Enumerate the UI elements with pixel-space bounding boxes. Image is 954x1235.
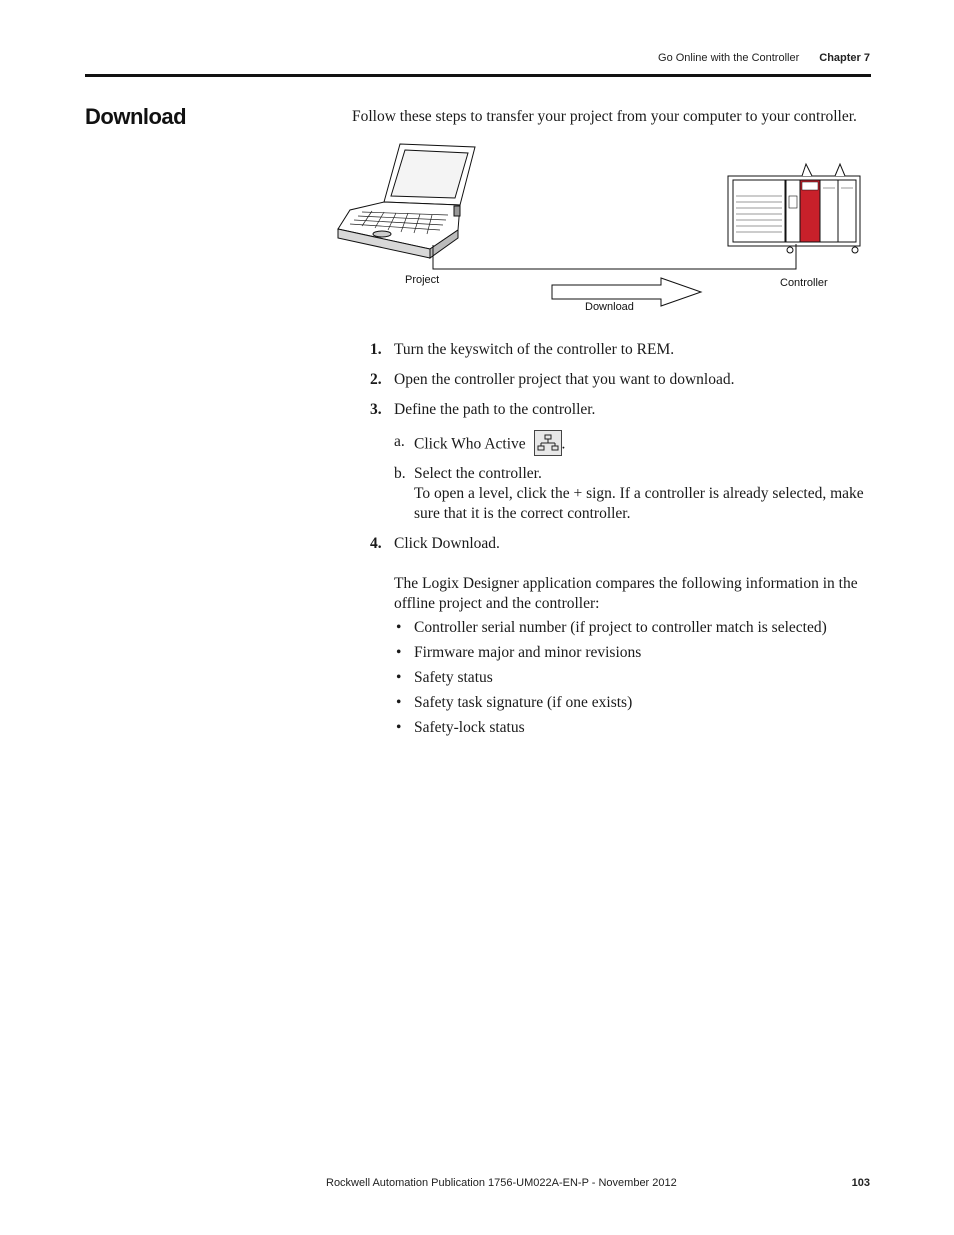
- list-item: • Safety-lock status: [394, 718, 875, 738]
- list-item: • Firmware major and minor revisions: [394, 643, 875, 663]
- intro-text: Follow these steps to transfer your project from your computer to your controller.: [352, 108, 857, 125]
- download-label: Download: [585, 301, 634, 313]
- section-title: Download: [85, 104, 187, 129]
- step-text: Turn the keyswitch of the controller to REM.: [394, 341, 675, 358]
- who-active-button[interactable]: [534, 430, 562, 456]
- step-4: [370, 534, 875, 738]
- header-chapter: Chapter 7: [819, 52, 870, 64]
- compare-list: [394, 618, 875, 738]
- step-text: Define the path to the controller.: [394, 401, 596, 418]
- publication-id: Rockwell Automation Publication 1756-UM022A-EN-P - November 2012: [326, 1177, 677, 1189]
- cable-line: [433, 244, 796, 269]
- step-number: 2.: [370, 371, 382, 388]
- step-text: Click Download.: [394, 535, 500, 552]
- download-diagram: [330, 138, 870, 328]
- download-diagram-art: [330, 138, 870, 328]
- list-item: • Safety status: [394, 668, 875, 688]
- step-1: [370, 340, 875, 360]
- substep-suffix: .: [561, 435, 566, 453]
- project-label: Project: [405, 274, 440, 286]
- controller-label: Controller: [780, 277, 828, 289]
- header-section: Go Online with the Controller: [658, 52, 800, 64]
- compare-text: The Logix Designer application compares the following information in the offline project and the controller:: [394, 575, 858, 612]
- laptop-icon: [338, 144, 475, 258]
- step-2: [370, 370, 875, 390]
- substep-text: Click Who Active: [414, 435, 526, 453]
- substep-text: Select the controller.: [414, 465, 542, 482]
- procedure-steps: [370, 340, 875, 748]
- step-number: 3.: [370, 401, 382, 418]
- substep-letter: b.: [394, 465, 406, 482]
- running-header: [658, 52, 870, 64]
- substep-note: To open a level, click the + sign. If a controller is already selected, make sure that it is the correct controller.: [414, 485, 864, 522]
- header-rule: [85, 74, 871, 77]
- controller-chassis-icon: [728, 164, 860, 253]
- network-icon: [535, 431, 561, 455]
- list-item: • Safety task signature (if one exists): [394, 693, 875, 713]
- substep-b: [394, 464, 875, 524]
- list-item: • Controller serial number (if project to controller match is selected): [394, 618, 875, 638]
- step-text: Open the controller project that you want to download.: [394, 371, 735, 388]
- step-number: 1.: [370, 341, 382, 358]
- substep-a: [394, 432, 875, 458]
- step-3: [370, 400, 875, 524]
- page-number: 103: [851, 1177, 870, 1189]
- substep-letter: a.: [394, 433, 405, 450]
- step-number: 4.: [370, 535, 382, 552]
